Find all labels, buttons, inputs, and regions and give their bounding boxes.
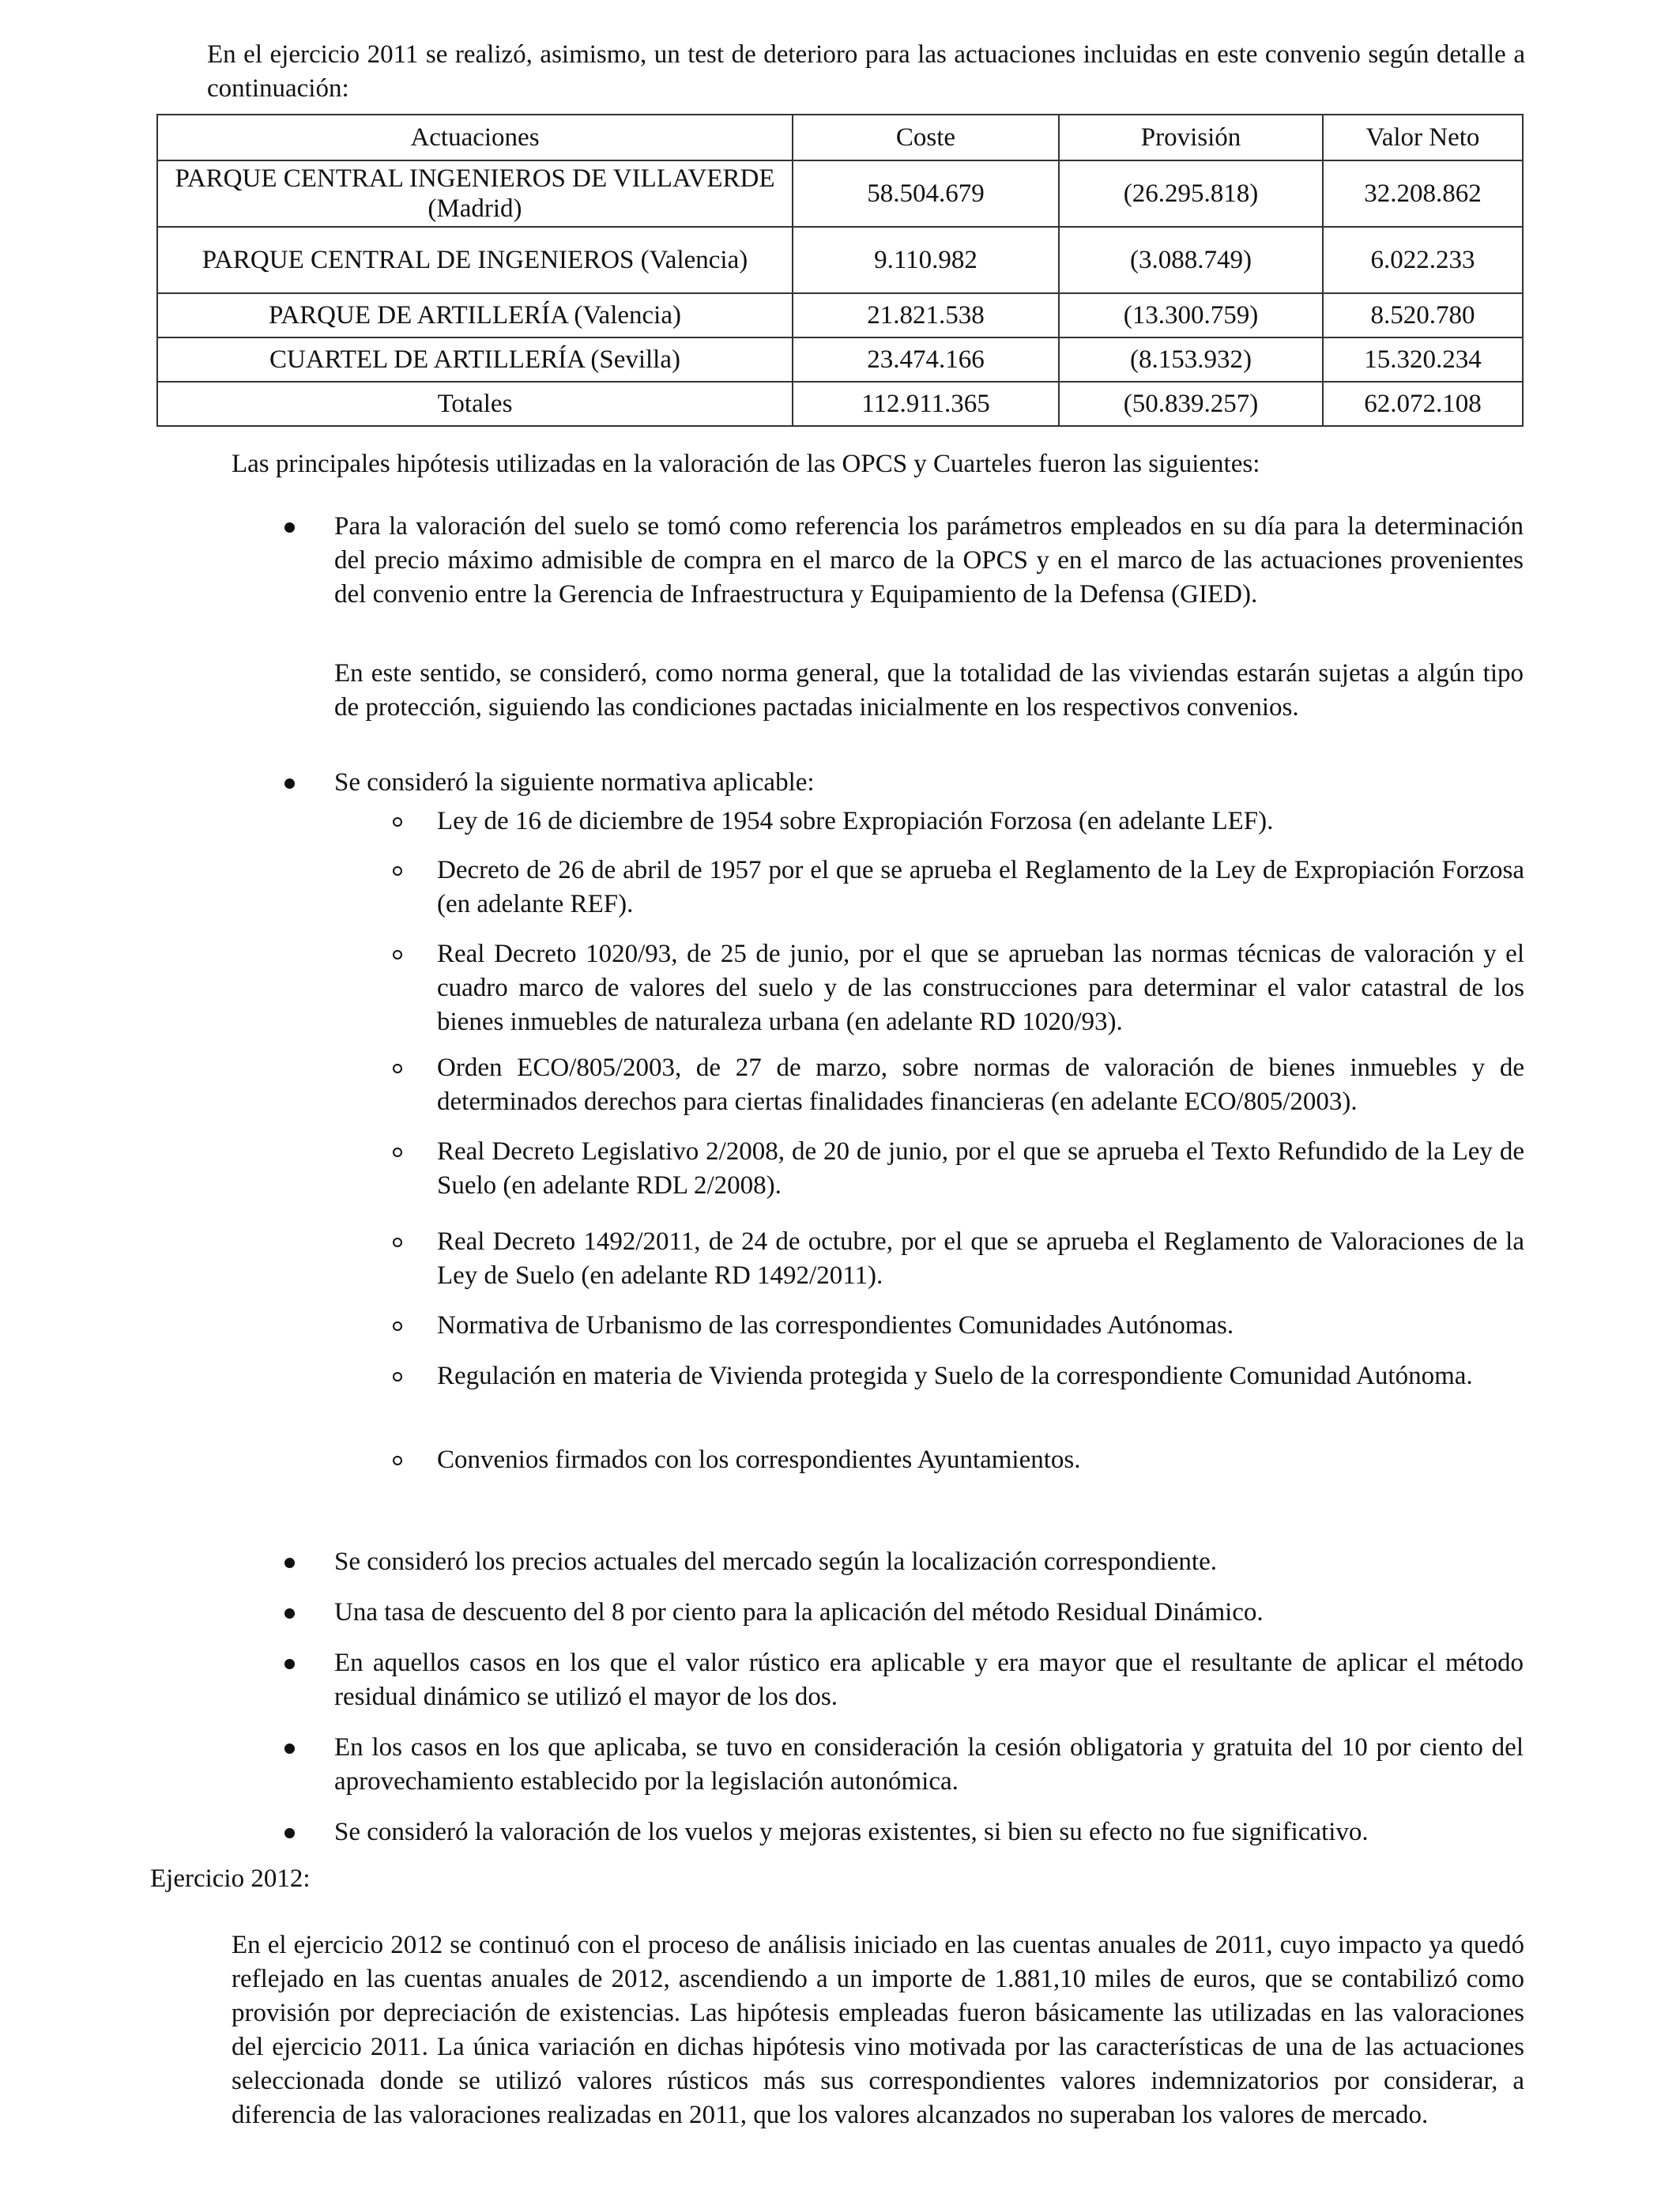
normativa-item: Real Decreto Legislativo 2/2008, de 20 de junio, por el que se aprueba el Texto Refundido de la Ley de Suelo (en adelante RDL 2/2008). bbox=[437, 1137, 1524, 1200]
row-neto: 32.208.862 bbox=[1323, 160, 1523, 227]
sub-bullet-circle-icon bbox=[393, 950, 402, 959]
sub-bullet-circle-icon bbox=[393, 1321, 402, 1331]
normativa-item: Real Decreto 1492/2011, de 24 de octubre, por el que se aprueba el Reglamento de Valoraciones de la Ley de Suelo (en adelante RD 1492/2011). bbox=[437, 1227, 1524, 1290]
bullet-soil-valuation: Para la valoración del suelo se tomó como referencia los parámetros empleados en su día para la determinación del precio máximo admisible de compra en el marco de la OPCS y en el marco de las actuaciones provenientes del convenio entre la Gerencia de Infraestructura y Equipamiento de la Defensa (GIED). bbox=[334, 512, 1524, 609]
bullet-discount-rate: Una tasa de descuento del 8 por ciento para la aplicación del método Residual Dinámico. bbox=[334, 1598, 1264, 1627]
totals-coste: 112.911.365 bbox=[793, 382, 1059, 426]
sub-bullet-circle-icon bbox=[393, 1148, 402, 1157]
normativa-item: Normativa de Urbanismo de las correspondientes Comunidades Autónomas. bbox=[437, 1311, 1234, 1340]
table-row bbox=[157, 160, 1523, 227]
bullet-dot-icon bbox=[284, 778, 295, 789]
sub-bullet-circle-icon bbox=[393, 1238, 402, 1247]
bullet-soil-protection: En este sentido, se consideró, como norma general, que la totalidad de las viviendas estarán sujetas a algún tipo de protección, siguiendo las condiciones pactadas inicialmente en los respectivos convenios. bbox=[334, 659, 1524, 722]
row-provision: (26.295.818) bbox=[1059, 160, 1323, 227]
bullet-dot-icon bbox=[284, 1828, 295, 1838]
bullet-dot-icon bbox=[284, 1744, 295, 1754]
row-name: PARQUE CENTRAL INGENIEROS DE VILLAVERDE (Madrid) bbox=[157, 160, 793, 227]
intro-paragraph: En el ejercicio 2011 se realizó, asimismo, un test de deterioro para las actuaciones incluidas en este convenio según detalle a continuación: bbox=[207, 40, 1525, 103]
totals-neto: 62.072.108 bbox=[1323, 382, 1523, 426]
hypotheses-intro: Las principales hipótesis utilizadas en la valoración de las OPCS y Cuarteles fueron las siguientes: bbox=[232, 450, 1260, 478]
normativa-item: Convenios firmados con los correspondientes Ayuntamientos. bbox=[437, 1446, 1081, 1474]
sub-bullet-circle-icon bbox=[393, 1372, 402, 1382]
table-totals-row bbox=[157, 382, 1523, 426]
row-name: PARQUE DE ARTILLERÍA (Valencia) bbox=[157, 293, 793, 337]
header-provision: Provisión bbox=[1059, 115, 1323, 160]
sub-bullet-circle-icon bbox=[393, 1064, 402, 1073]
bullet-dot-icon bbox=[284, 1558, 295, 1568]
bullet-rustic-value: En aquellos casos en los que el valor rústico era aplicable y era mayor que el resultante de aplicar el método residual dinámico se utilizó el mayor de los dos. bbox=[334, 1649, 1524, 1711]
bullet-dot-icon bbox=[284, 1659, 295, 1669]
normativa-item: Orden ECO/805/2003, de 27 de marzo, sobre normas de valoración de bienes inmuebles y de determinados derechos para ciertas finalidades financieras (en adelante ECO/805/2003). bbox=[437, 1054, 1524, 1116]
header-actuaciones: Actuaciones bbox=[157, 115, 793, 160]
bullet-market-prices: Se consideró los precios actuales del mercado según la localización correspondiente. bbox=[334, 1547, 1217, 1576]
table-row bbox=[157, 227, 1523, 293]
row-name: PARQUE CENTRAL DE INGENIEROS (Valencia) bbox=[157, 227, 793, 293]
section-heading-2012: Ejercicio 2012: bbox=[150, 1864, 311, 1893]
bullet-flights-improvements: Se consideró la valoración de los vuelos y mejoras existentes, si bien su efecto no fue significativo. bbox=[334, 1818, 1369, 1846]
row-provision: (8.153.932) bbox=[1059, 337, 1323, 382]
row-coste: 21.821.538 bbox=[793, 293, 1059, 337]
row-name: CUARTEL DE ARTILLERÍA (Sevilla) bbox=[157, 337, 793, 382]
table-row bbox=[157, 337, 1523, 382]
row-coste: 9.110.982 bbox=[793, 227, 1059, 293]
header-coste: Coste bbox=[793, 115, 1059, 160]
sub-bullet-circle-icon bbox=[393, 866, 402, 876]
row-provision: (13.300.759) bbox=[1059, 293, 1323, 337]
row-neto: 15.320.234 bbox=[1323, 337, 1523, 382]
table-header-row bbox=[157, 115, 1523, 160]
sub-bullet-circle-icon bbox=[393, 1456, 402, 1465]
bullet-cession: En los casos en los que aplicaba, se tuvo en consideración la cesión obligatoria y gratuita del 10 por ciento del aprovechamiento establecido por la legislación autonómica. bbox=[334, 1733, 1524, 1796]
bullet-dot-icon bbox=[284, 1608, 295, 1619]
row-neto: 8.520.780 bbox=[1323, 293, 1523, 337]
totals-provision: (50.839.257) bbox=[1059, 382, 1323, 426]
sub-bullet-circle-icon bbox=[393, 817, 402, 827]
normativa-item: Regulación en materia de Vivienda protegida y Suelo de la correspondiente Comunidad Autónoma. bbox=[437, 1362, 1473, 1390]
totals-label: Totales bbox=[157, 382, 793, 426]
normativa-item: Ley de 16 de diciembre de 1954 sobre Expropiación Forzosa (en adelante LEF). bbox=[437, 807, 1274, 835]
section-2012-paragraph: En el ejercicio 2012 se continuó con el proceso de análisis iniciado en las cuentas anuales de 2011, cuyo impacto ya quedó reflejado en las cuentas anuales de 2012, ascendiendo a un importe de 1.881,10 miles de euros, que se contabilizó como provisión por depreciación de existencias. Las hipótesis empleadas fueron básicamente las utilizadas en las valoraciones del ejercicio 2011. La única variación en dichas hipótesis vino motivada por las características de una de las actuaciones seleccionada donde se utilizó valores rústicos más sus correspondientes valores indemnizatorios por considerar, a diferencia de las valoraciones realizadas en 2011, que los valores alcanzados no superaban los valores de mercado. bbox=[232, 1931, 1524, 2129]
normativa-item: Decreto de 26 de abril de 1957 por el que se aprueba el Reglamento de la Ley de Expropiación Forzosa (en adelante REF). bbox=[437, 856, 1524, 918]
bullet-dot-icon bbox=[284, 522, 295, 533]
normativa-item: Real Decreto 1020/93, de 25 de junio, por el que se aprueban las normas técnicas de valoración y el cuadro marco de valores del suelo y de las construcciones para determinar el valor catastral de los bienes inmuebles de naturaleza urbana (en adelante RD 1020/93). bbox=[437, 940, 1524, 1036]
row-coste: 23.474.166 bbox=[793, 337, 1059, 382]
impairment-table bbox=[156, 114, 1524, 427]
row-neto: 6.022.233 bbox=[1323, 227, 1523, 293]
bullet-normativa: Se consideró la siguiente normativa aplicable: bbox=[334, 768, 815, 797]
header-valor-neto: Valor Neto bbox=[1323, 115, 1523, 160]
row-coste: 58.504.679 bbox=[793, 160, 1059, 227]
table-row bbox=[157, 293, 1523, 337]
row-provision: (3.088.749) bbox=[1059, 227, 1323, 293]
